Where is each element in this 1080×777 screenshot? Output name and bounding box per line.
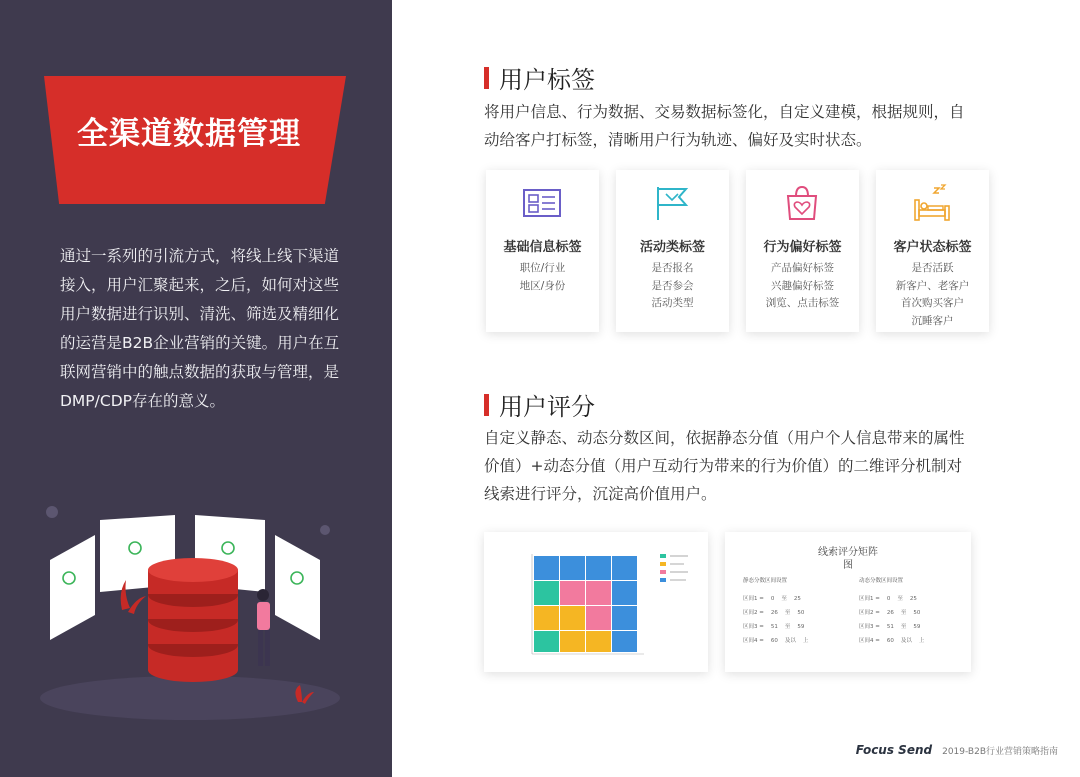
- row-to-label: 至: [784, 624, 791, 630]
- static-row: [743, 594, 801, 602]
- row-to-label: 至: [781, 596, 787, 602]
- row-to: 上: [802, 638, 809, 644]
- user-scoring-title: 用户评分: [499, 393, 595, 421]
- row-to-label: 及以: [784, 638, 796, 644]
- tag-card-activity: [616, 170, 729, 332]
- card-line: 首次购买客户: [901, 297, 964, 309]
- banner-title: 全渠道数据管理: [77, 116, 301, 152]
- user-tags-title: 用户标签: [499, 66, 595, 94]
- row-name: 区间2: [859, 610, 874, 616]
- row-to-label: 至: [897, 596, 903, 602]
- row-from: 51: [770, 624, 778, 630]
- tag-card-preference: [746, 170, 859, 332]
- flag-icon: [652, 184, 692, 222]
- card-title: 基础信息标签: [503, 240, 582, 255]
- score-matrix-chart: [484, 532, 708, 672]
- row-name: 区间3: [859, 624, 874, 630]
- card-line: 沉睡客户: [911, 314, 954, 327]
- row-to: 25: [793, 596, 801, 602]
- row-name: 区间4: [743, 638, 758, 644]
- database-illustration: [0, 480, 392, 777]
- row-from: 26: [886, 610, 894, 616]
- tag-card-basic: [486, 170, 599, 332]
- static-row: [743, 622, 804, 630]
- footer: [856, 743, 1058, 757]
- footer-text: 2019-B2B行业营销策略指南: [942, 746, 1058, 757]
- row-from: 0: [886, 596, 891, 602]
- row-from: 60: [886, 638, 894, 644]
- row-to: 50: [797, 610, 805, 616]
- row-sep: =: [759, 610, 764, 616]
- intro-text: 通过一系列的引流方式，将线上线下渠道接入，用户汇聚起来，之后，如何对这些用户数据进行识别、清洗、筛选及精细化的运营是B2B企业营销的关键。用户在互联网营销中的触点数据的获取与管理，是DMP/CDP存在的意义。: [60, 247, 340, 410]
- card-title: 客户状态标签: [893, 240, 972, 255]
- row-to: 59: [913, 624, 921, 630]
- dynamic-row: [859, 622, 920, 630]
- card-line: 是否活跃: [911, 262, 954, 274]
- card-line: 产品偏好标签: [771, 262, 834, 274]
- row-to: 50: [913, 610, 921, 616]
- card-line: 是否参会: [651, 279, 694, 292]
- card-title: 行为偏好标签: [763, 240, 842, 255]
- card-lines: [746, 260, 859, 313]
- heading-accent-bar: [484, 67, 489, 89]
- row-from: 60: [770, 638, 778, 644]
- user-tags-heading: [484, 60, 595, 95]
- shopping-bag-heart-icon: [782, 184, 822, 222]
- row-to-label: 至: [900, 610, 907, 616]
- card-lines: [486, 260, 599, 295]
- card-line: 是否报名: [651, 262, 694, 274]
- row-sep: =: [759, 596, 764, 602]
- tag-card-status: [876, 170, 989, 332]
- row-sep: =: [875, 624, 880, 630]
- row-from: 0: [770, 596, 775, 602]
- row-from: 51: [886, 624, 894, 630]
- static-header: 静态分数区间设置: [743, 578, 788, 584]
- row-to: 上: [918, 638, 925, 644]
- card-lines: [616, 260, 729, 313]
- dynamic-row: [859, 636, 924, 644]
- matrix-grid: [484, 532, 708, 672]
- matrix-title-line: 图: [843, 560, 853, 571]
- focussend-logo: Focus Send: [855, 743, 933, 757]
- heading-accent-bar: [484, 394, 489, 416]
- left-panel: [0, 0, 392, 777]
- row-sep: =: [875, 610, 880, 616]
- user-scoring-description: 自定义静态、动态分数区间，依据静态分值（用户个人信息带来的属性价值）+动态分值（用户互动行为带来的行为价值）的二维评分机制对线索进行评分，沉淀高价值用户。: [484, 429, 965, 503]
- row-sep: =: [759, 638, 764, 644]
- row-sep: =: [875, 638, 880, 644]
- card-line: 新客户、老客户: [895, 279, 970, 292]
- row-name: 区间2: [743, 610, 758, 616]
- row-name: 区间1: [743, 596, 758, 602]
- user-tags-description: 将用户信息、行为数据、交易数据标签化，自定义建模，根据规则，自动给客户打标签，清晰用户行为轨迹、偏好及实时状态。: [484, 103, 965, 149]
- row-sep: =: [875, 596, 880, 602]
- row-sep: =: [759, 624, 764, 630]
- sleeping-bed-icon: [912, 184, 952, 222]
- row-to: 59: [797, 624, 805, 630]
- row-name: 区间4: [859, 638, 874, 644]
- score-matrix-settings: [725, 532, 971, 672]
- user-scoring-heading: [484, 387, 595, 422]
- row-to-label: 至: [784, 610, 791, 616]
- card-line: 地区/身份: [519, 279, 566, 292]
- card-line: 活动类型: [651, 297, 694, 309]
- row-name: 区间3: [743, 624, 758, 630]
- matrix-title-line: 线索评分矩阵: [818, 547, 878, 558]
- card-line: 职位/行业: [519, 262, 566, 274]
- card-title: 活动类标签: [639, 240, 705, 255]
- static-row: [743, 636, 808, 644]
- row-to: 25: [909, 596, 917, 602]
- dynamic-row: [859, 594, 917, 602]
- row-from: 26: [770, 610, 778, 616]
- card-line: 浏览、点击标签: [765, 297, 840, 309]
- card-lines: [876, 260, 989, 330]
- id-card-icon: [522, 184, 562, 222]
- dynamic-header: 动态分数区间设置: [859, 578, 904, 584]
- row-name: 区间1: [859, 596, 874, 602]
- row-to-label: 及以: [900, 638, 912, 644]
- matrix-title: [725, 546, 971, 572]
- card-line: 兴趣偏好标签: [771, 279, 834, 292]
- right-content: [392, 0, 1080, 777]
- static-row: [743, 608, 804, 616]
- row-to-label: 至: [900, 624, 907, 630]
- dynamic-row: [859, 608, 920, 616]
